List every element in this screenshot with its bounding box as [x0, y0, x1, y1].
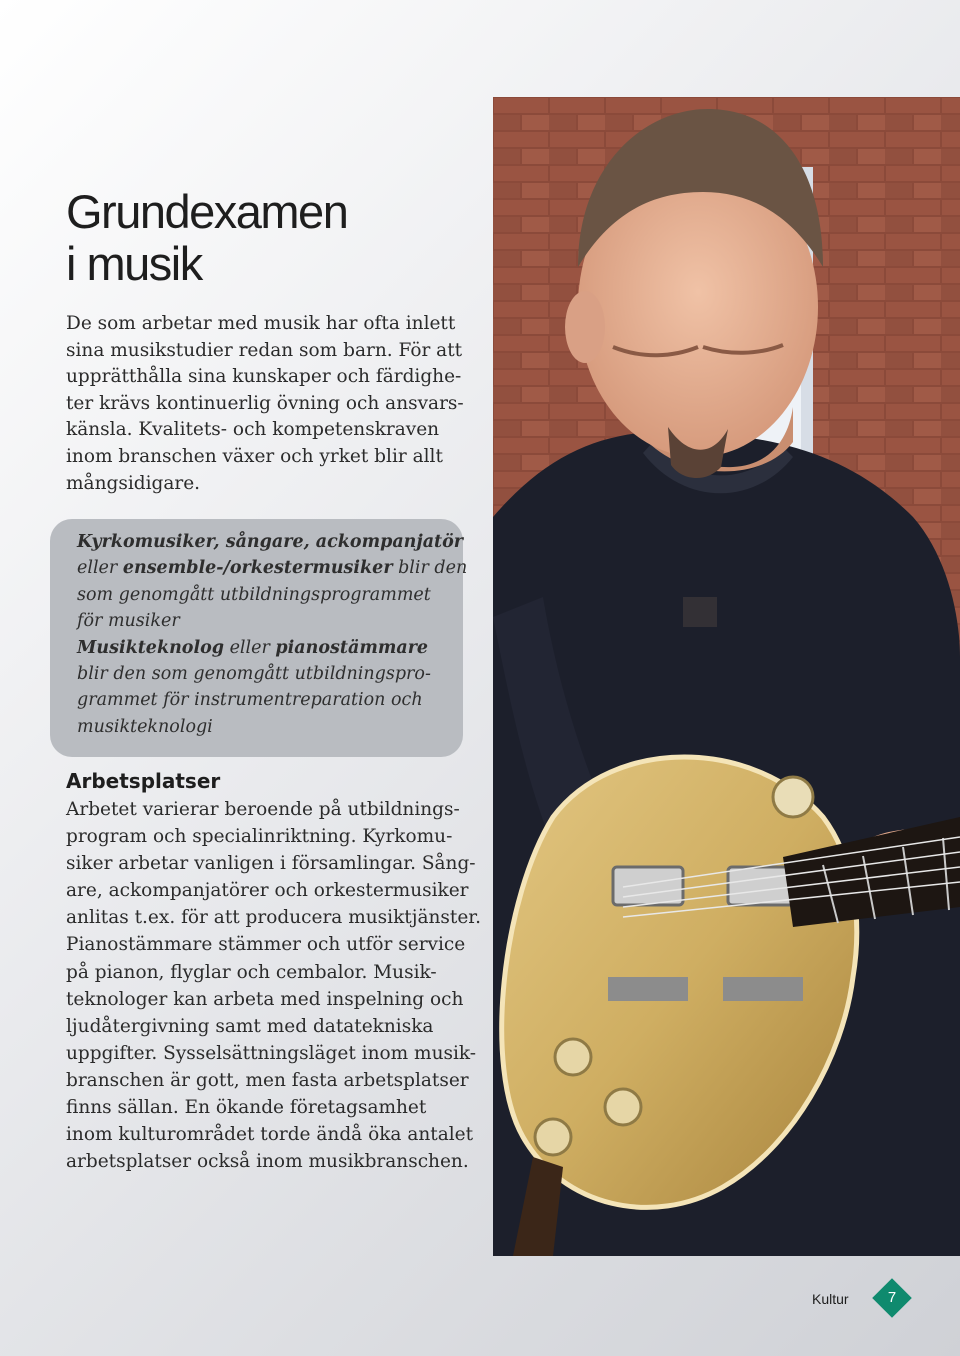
page-title-line-1: Grundexamen [66, 185, 348, 238]
highlight-text: eller [224, 637, 276, 658]
body-line: finns sällan. En ökande företagsamhet [66, 1097, 427, 1119]
highlight-term: pianostämmare [275, 637, 429, 658]
body-line: siker arbetar vanligen i församlingar. Sång- [66, 853, 476, 875]
intro-line: upprätthålla sina kunskaper och färdighe- [66, 366, 462, 388]
highlight-text: eller [77, 558, 123, 579]
highlight-line: grammet för instrumentreparation och [77, 690, 423, 711]
highlight-term: Kyrkomusiker, sångare, ackompanjatör [77, 532, 464, 552]
intro-line: mångsidigare. [66, 472, 201, 494]
arbetsplatser-paragraph [66, 796, 486, 1175]
body-line: Arbetet varierar beroende på utbildnings- [66, 799, 460, 820]
highlight-line [77, 555, 468, 581]
body-line: ljudåtergivning samt med datatekniska [66, 1015, 434, 1037]
intro-line: känsla. Kvalitets- och kompetenskraven [66, 419, 440, 441]
body-line: teknologer kan arbeta med inspelning och [66, 988, 464, 1010]
intro-line: sina musikstudier redan som barn. För att [66, 339, 463, 361]
page-number-badge [872, 1278, 912, 1318]
highlight-line: musikteknologi [77, 716, 213, 737]
highlight-box [50, 519, 468, 757]
body-line: på pianon, flyglar och cembalor. Musik- [66, 961, 437, 983]
highlight-term: ensemble-/orkestermusiker [122, 558, 393, 579]
intro-paragraph [66, 311, 486, 497]
body-line: program och specialinriktning. Kyrkomu- [66, 826, 453, 848]
body-line: uppgifter. Sysselsättningsläget inom musik- [66, 1042, 477, 1064]
highlight-text: blir den [392, 558, 468, 579]
highlight-line [77, 635, 463, 661]
highlight-line: som genomgått utbildningsprogrammet [77, 584, 431, 605]
highlight-term: Musikteknolog [77, 637, 225, 658]
highlight-line: blir den som genomgått utbildningspro- [77, 664, 431, 685]
page-number: 7 [887, 1289, 897, 1306]
body-line: inom kulturområdet torde ändå öka antalet [66, 1124, 474, 1146]
page-title [66, 186, 486, 290]
body-line: are, ackompanjatörer och orkestermusiker [66, 880, 469, 902]
intro-line: inom branschen växer och yrket blir allt [66, 445, 443, 467]
body-line: branschen är gott, men fasta arbetsplatser [66, 1069, 469, 1091]
section-label: Kultur [812, 1291, 849, 1307]
body-line: anlitas t.ex. för att producera musiktjänster. [66, 907, 481, 929]
intro-line: ter krävs kontinuerlig övning och ansvars- [66, 392, 464, 414]
highlight-line [77, 529, 463, 555]
page-title-line-2: i musik [66, 237, 202, 290]
body-line: Pianostämmare stämmer och utför service [66, 934, 466, 956]
intro-line: De som arbetar med musik har ofta inlett [66, 313, 456, 334]
highlight-line: för musiker [77, 611, 180, 632]
photo-guitarist [493, 97, 960, 1256]
body-line: arbetsplatser också inom musikbranschen. [66, 1151, 469, 1173]
section-heading-arbetsplatser: Arbetsplatser [66, 769, 221, 793]
